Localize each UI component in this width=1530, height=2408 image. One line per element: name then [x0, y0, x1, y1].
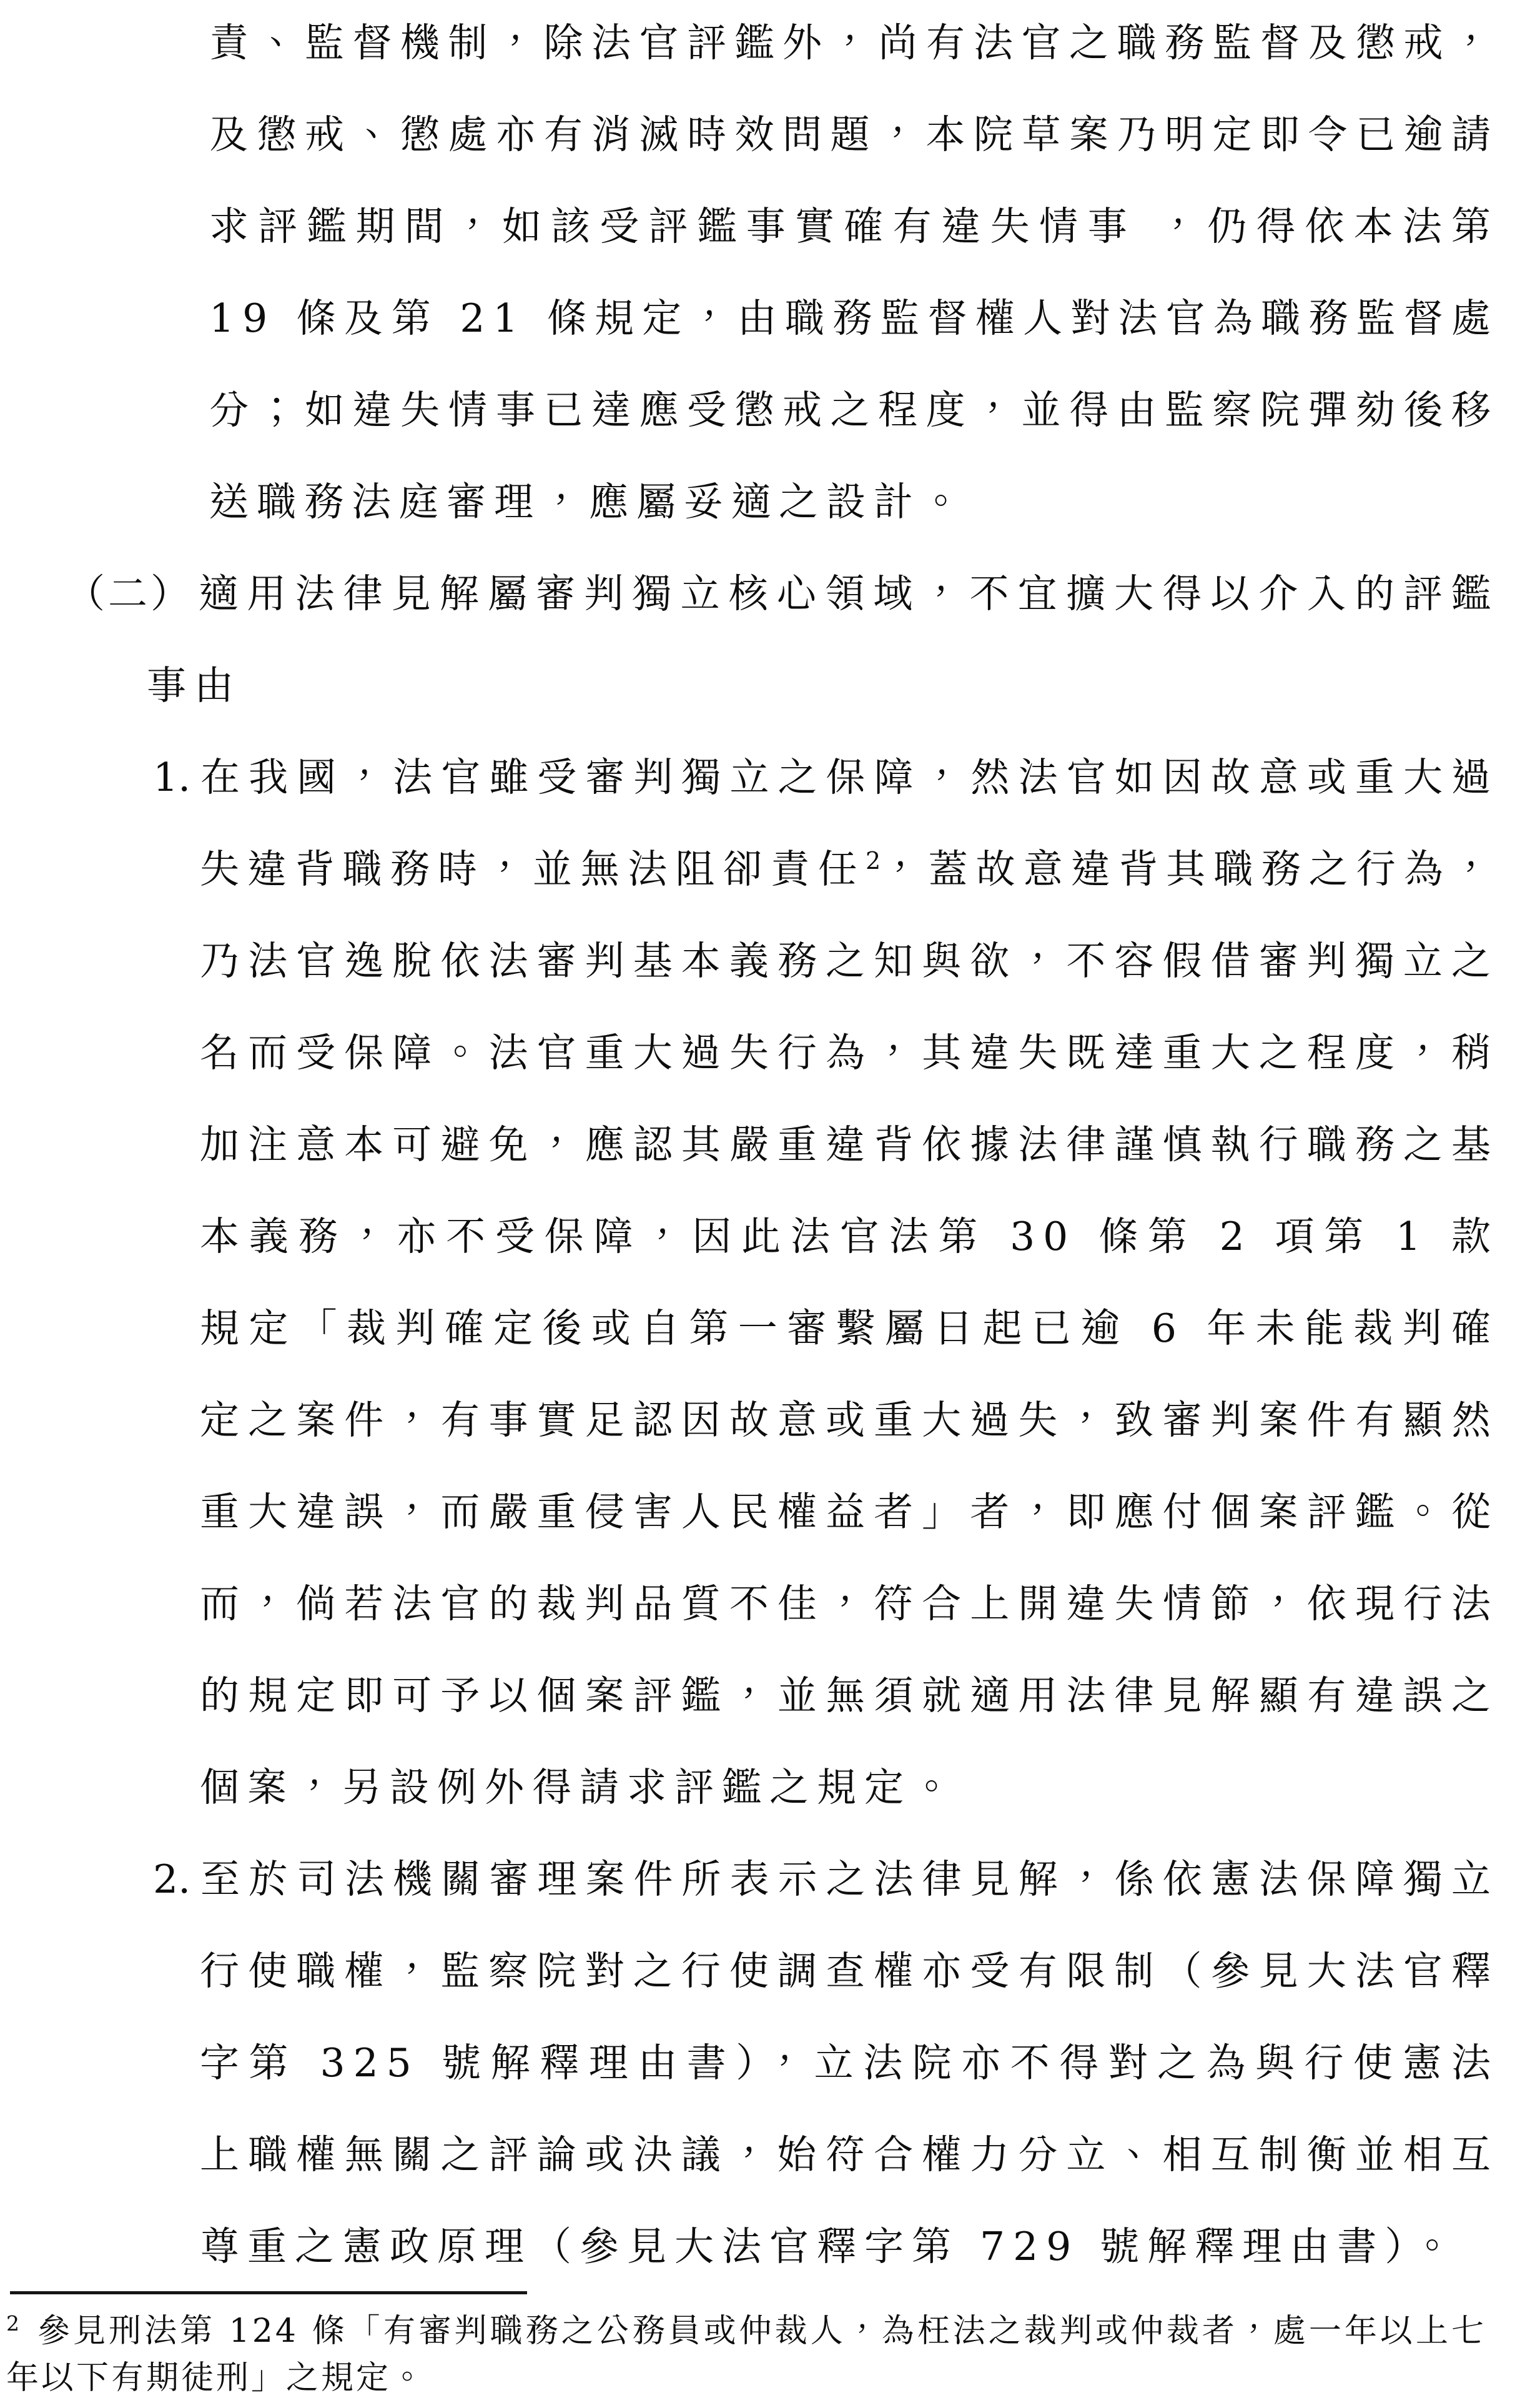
- list-item-2-number: 2.: [153, 1856, 191, 1902]
- list-item-2-text: 至於司法機關審理案件所表示之法律見解，係依憲法保障獨立行使職權，監察院對之行使調查權亦受有限制（參見大法官釋字第 325 號解釋理由書），立法院亦不得對之為與行使憲法上職權無關之評論或決議，始符合權力分立、相互制衡並相互尊重之憲政原理（參見大法官釋字第 729 號解釋理由書）。: [200, 1856, 1499, 2269]
- list-item-1-number: 1.: [153, 755, 191, 800]
- section-heading-label: （二）: [66, 571, 193, 617]
- footnote-separator-rule: [10, 2291, 527, 2294]
- list-item-2: [153, 1833, 1499, 2292]
- section-heading: [66, 548, 1499, 731]
- continuation-text: 責、監督機制，除法官評鑑外，尚有法官之職務監督及懲戒，及懲戒、懲處亦有消滅時效問題，本院草案乃明定即令已逾請求評鑑期間，如該受評鑑事實確有違失情事 ，仍得依本法第 19 條及第 21 條規定，由職務監督權人對法官為職務監督處分；如違失情事已達應受懲戒之程度，並得由監察院彈劾後移送職務法庭審理，應屬妥適之設計。: [209, 20, 1499, 525]
- footnote-2-marker: 2: [6, 2311, 19, 2336]
- list-item-1-text-after-ref: ，蓋故意違背其職務之行為，乃法官逸脫依法審判基本義務之知與欲，不容假借審判獨立之名而受保障。法官重大過失行為，其違失既達重大之程度，稍加注意本可避免，應認其嚴重違背依據法律謹慎執行職務之基本義務，亦不受保障，因此法官法第 30 條第 2 項第 1 款規定「裁判確定後或自第一審繫屬日起已逾 6 年未能裁判確定之案件，有事實足認因故意或重大過失，致審判案件有顯然重大違誤，而嚴重侵害人民權益者」者，即應付個案評鑑。從而，倘若法官的裁判品質不佳，符合上開違失情節，依現行法的規定即可予以個案評鑑，並無須就適用法律見解顯有違誤之個案，另設例外得請求評鑑之規定。: [200, 846, 1499, 1810]
- footnote-section: [0, 2291, 1530, 2402]
- footnote-2: [6, 2308, 1486, 2402]
- footnote-reference-2: 2: [865, 847, 881, 875]
- continuation-paragraph: [209, 0, 1499, 548]
- list-item-1: [153, 731, 1499, 1833]
- section-heading-text: 適用法律見解屬審判獨立核心領域，不宜擴大得以介入的評鑑事由: [147, 571, 1499, 708]
- list-item-1-text-before-ref: 在我國，法官雖受審判獨立之保障，然法官如因故意或重大過失違背職務時，並無法阻卻責任: [200, 755, 1499, 892]
- footnote-2-text: 參見刑法第 124 條「有審判職務之公務員或仲裁人，為枉法之裁判或仲裁者，處一年以上七年以下有期徒刑」之規定。: [6, 2312, 1486, 2397]
